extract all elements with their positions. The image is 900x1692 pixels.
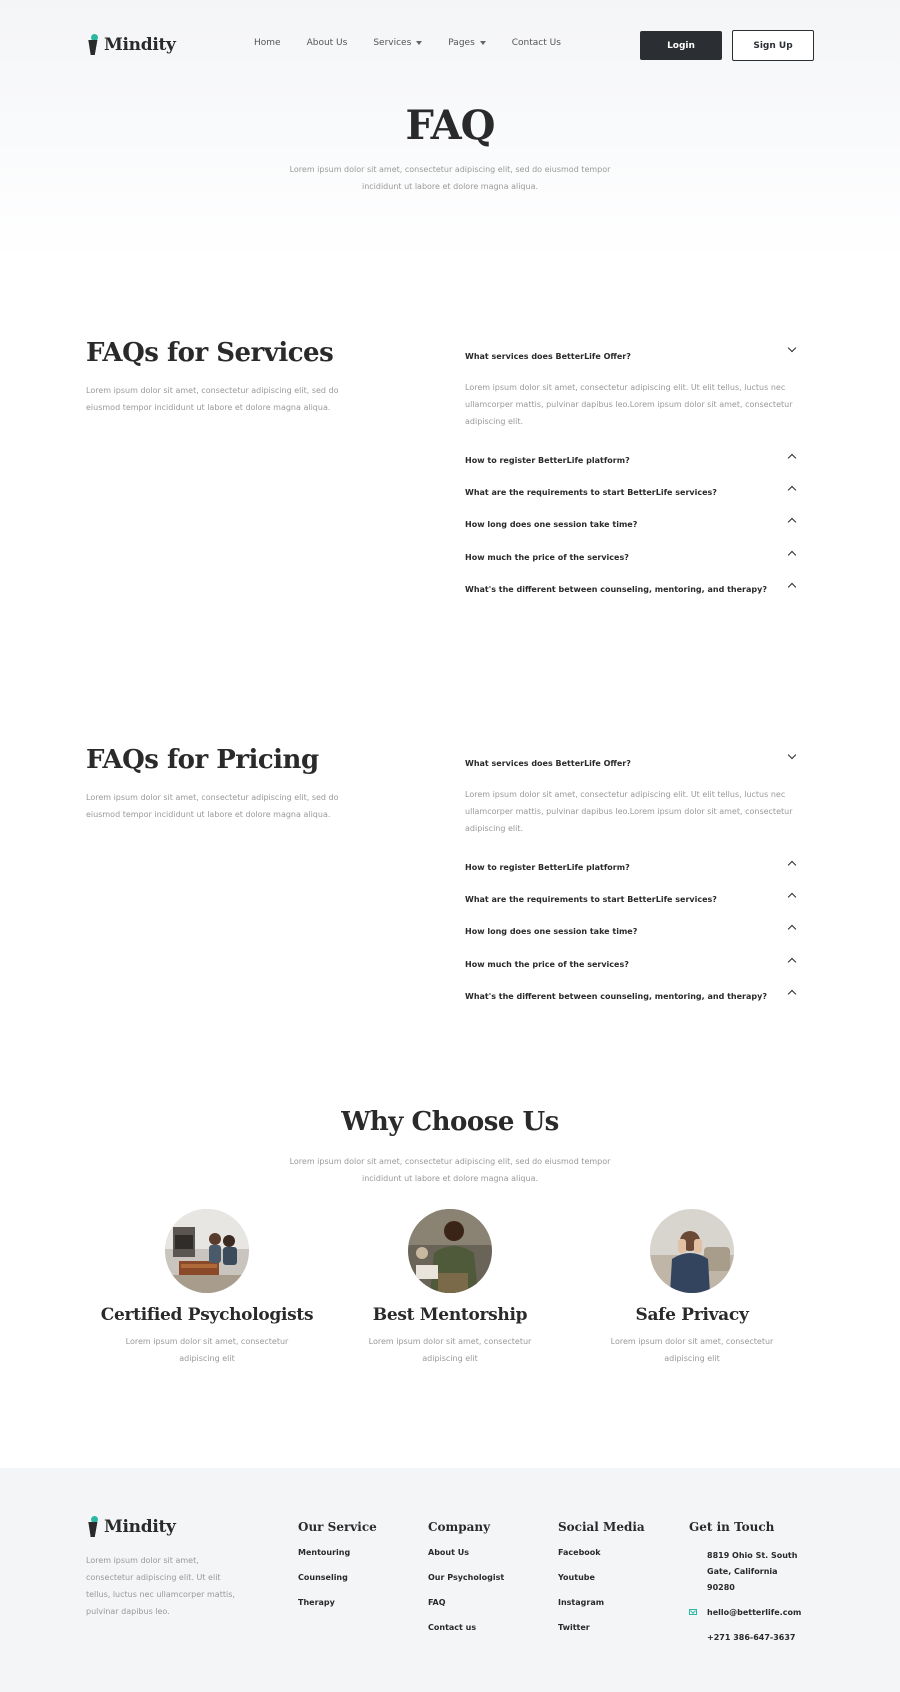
faq-question-text: How to register BetterLife platform? — [465, 862, 630, 872]
feature-card — [582, 1209, 802, 1367]
chevron-up-icon[interactable] — [788, 551, 796, 559]
logo-icon — [86, 1516, 98, 1538]
chevron-up-icon[interactable] — [788, 486, 796, 494]
footer-link[interactable]: Youtube — [558, 1573, 595, 1582]
nav-services-label: Services — [373, 38, 412, 48]
footer-link[interactable]: FAQ — [428, 1598, 446, 1607]
faq-question-text: What's the different between counseling, mentoring, and therapy? — [465, 991, 767, 1001]
footer-column-title: Our Service — [298, 1520, 377, 1534]
page-title: FAQ — [405, 102, 495, 149]
chevron-up-icon[interactable] — [788, 925, 796, 933]
faq-question-text: What services does BetterLife Offer? — [465, 758, 631, 768]
location-icon — [689, 1552, 697, 1558]
chevron-up-icon[interactable] — [788, 518, 796, 526]
chevron-down-icon[interactable] — [788, 751, 796, 759]
faq-question-text: How much the price of the services? — [465, 959, 629, 969]
footer-social-column — [558, 1520, 645, 1648]
feature-title: Certified Psychologists — [100, 1305, 314, 1325]
contact-phone[interactable] — [689, 1630, 829, 1646]
feature-image — [408, 1209, 492, 1293]
chevron-up-icon[interactable] — [788, 958, 796, 966]
footer-link[interactable]: Counseling — [298, 1573, 348, 1582]
footer-link[interactable]: Our Psychologist — [428, 1573, 505, 1582]
faq-question[interactable] — [465, 349, 805, 363]
why-subtitle: Lorem ipsum dolor sit amet, consectetur adipiscing elit, sed do eiusmod tempor incididunt ut labore et dolore magna aliqua. — [289, 1157, 611, 1183]
feature-description: Lorem ipsum dolor sit amet, consectetur adipiscing elit — [125, 1337, 289, 1363]
faq-question[interactable] — [465, 550, 805, 564]
faq-question-text: How to register BetterLife platform? — [465, 455, 630, 465]
footer-column-title: Company — [428, 1520, 491, 1534]
contact-email-text: hello@betterlife.com — [707, 1608, 802, 1617]
chevron-up-icon[interactable] — [788, 861, 796, 869]
logo[interactable] — [86, 34, 176, 56]
faq-question-text: What's the different between counseling, mentoring, and therapy? — [465, 584, 767, 594]
feature-card — [97, 1209, 317, 1367]
faq-question-text: How long does one session take time? — [465, 926, 638, 936]
faq-answer: Lorem ipsum dolor sit amet, consectetur adipiscing elit. Ut elit tellus, luctus nec ullamcorper mattis, pulvinar dapibus leo.Lorem ipsum dolor sit amet, consectetur adipiscing elit. — [465, 790, 793, 833]
chevron-down-icon[interactable] — [788, 344, 796, 352]
chevron-up-icon[interactable] — [788, 583, 796, 591]
nav-about-label: About Us — [306, 38, 348, 48]
footer-logo[interactable] — [86, 1516, 176, 1538]
faq-question-text: How long does one session take time? — [465, 519, 638, 529]
chevron-up-icon[interactable] — [788, 454, 796, 462]
faq-question[interactable] — [465, 989, 805, 1003]
contact-address — [689, 1548, 805, 1596]
faq-question[interactable] — [465, 582, 805, 596]
nav-home[interactable] — [254, 38, 281, 48]
feature-title: Best Mentorship — [372, 1305, 528, 1325]
nav-contact-label: Contact Us — [511, 38, 561, 48]
faq-question[interactable] — [465, 517, 805, 531]
nav-pages-label: Pages — [448, 38, 475, 48]
footer — [0, 1468, 900, 1692]
faq-question-text: What are the requirements to start BetterLife services? — [465, 487, 717, 497]
faq-question-text: What services does BetterLife Offer? — [465, 351, 631, 361]
faq-question[interactable] — [465, 892, 805, 906]
footer-link[interactable]: Instagram — [558, 1598, 605, 1607]
footer-link[interactable]: Contact us — [428, 1623, 477, 1632]
footer-contact-column — [689, 1520, 829, 1655]
faq-pricing-title: FAQs for Pricing — [86, 745, 319, 775]
faq-question[interactable] — [465, 924, 805, 938]
login-button[interactable]: Login — [640, 31, 722, 60]
footer-about: Lorem ipsum dolor sit amet, consectetur adipiscing elit. Ut elit tellus, luctus nec ullamcorper mattis, pulvinar dapibus leo. — [86, 1556, 235, 1616]
nav-services[interactable] — [373, 38, 422, 48]
caret-down-icon — [480, 41, 486, 45]
faq-answer: Lorem ipsum dolor sit amet, consectetur adipiscing elit. Ut elit tellus, luctus nec ullamcorper mattis, pulvinar dapibus leo.Lorem ipsum dolor sit amet, consectetur adipiscing elit. — [465, 383, 793, 426]
faq-question[interactable] — [465, 485, 805, 499]
feature-description: Lorem ipsum dolor sit amet, consectetur adipiscing elit — [610, 1337, 774, 1363]
feature-card — [340, 1209, 560, 1367]
hero-section — [0, 0, 900, 260]
caret-down-icon — [416, 41, 422, 45]
why-title: Why Choose Us — [341, 1107, 559, 1137]
faq-question-text: How much the price of the services? — [465, 552, 629, 562]
faq-pricing-subtitle: Lorem ipsum dolor sit amet, consectetur adipiscing elit, sed do eiusmod tempor incididunt ut labore et dolore magna aliqua. — [86, 793, 339, 819]
chevron-up-icon[interactable] — [788, 990, 796, 998]
feature-image — [165, 1209, 249, 1293]
signup-button[interactable]: Sign Up — [732, 30, 814, 61]
phone-icon — [689, 1634, 697, 1640]
nav-pages[interactable] — [448, 38, 485, 48]
footer-company-column — [428, 1520, 504, 1648]
nav-about[interactable] — [307, 38, 348, 48]
mail-icon — [689, 1609, 697, 1615]
logo-icon — [86, 34, 98, 56]
footer-column-title: Get in Touch — [689, 1520, 775, 1534]
faq-question[interactable] — [465, 860, 805, 874]
faq-services-subtitle: Lorem ipsum dolor sit amet, consectetur adipiscing elit, sed do eiusmod tempor incididunt ut labore et dolore magna aliqua. — [86, 386, 339, 412]
feature-description: Lorem ipsum dolor sit amet, consectetur adipiscing elit — [368, 1337, 532, 1363]
footer-link[interactable]: Facebook — [558, 1548, 601, 1557]
faq-question[interactable] — [465, 453, 805, 467]
faq-question-text: What are the requirements to start BetterLife services? — [465, 894, 717, 904]
footer-service-column — [298, 1520, 377, 1623]
logo-text: Mindity — [104, 35, 176, 55]
hero-subtitle: Lorem ipsum dolor sit amet, consectetur adipiscing elit, sed do eiusmod tempor incididunt ut labore et dolore magna aliqua. — [289, 165, 611, 191]
faq-question[interactable] — [465, 756, 805, 770]
faq-services-title: FAQs for Services — [86, 338, 334, 368]
footer-link[interactable]: Mentouring — [298, 1548, 351, 1557]
footer-link[interactable]: About Us — [428, 1548, 469, 1557]
nav-contact[interactable] — [512, 38, 561, 48]
feature-title: Safe Privacy — [635, 1305, 749, 1325]
contact-phone-text: +271 386-647-3637 — [707, 1633, 796, 1642]
footer-link[interactable]: Therapy — [298, 1598, 335, 1607]
logo-text: Mindity — [104, 1517, 176, 1537]
nav-home-label: Home — [254, 38, 281, 48]
faq-question[interactable] — [465, 957, 805, 971]
footer-column-title: Social Media — [558, 1520, 645, 1534]
main-nav — [254, 38, 561, 48]
footer-link[interactable]: Twitter — [558, 1623, 590, 1632]
feature-image — [650, 1209, 734, 1293]
contact-email[interactable] — [689, 1605, 829, 1621]
contact-address-text: 8819 Ohio St. South Gate, California 90280 — [707, 1551, 798, 1592]
chevron-up-icon[interactable] — [788, 893, 796, 901]
